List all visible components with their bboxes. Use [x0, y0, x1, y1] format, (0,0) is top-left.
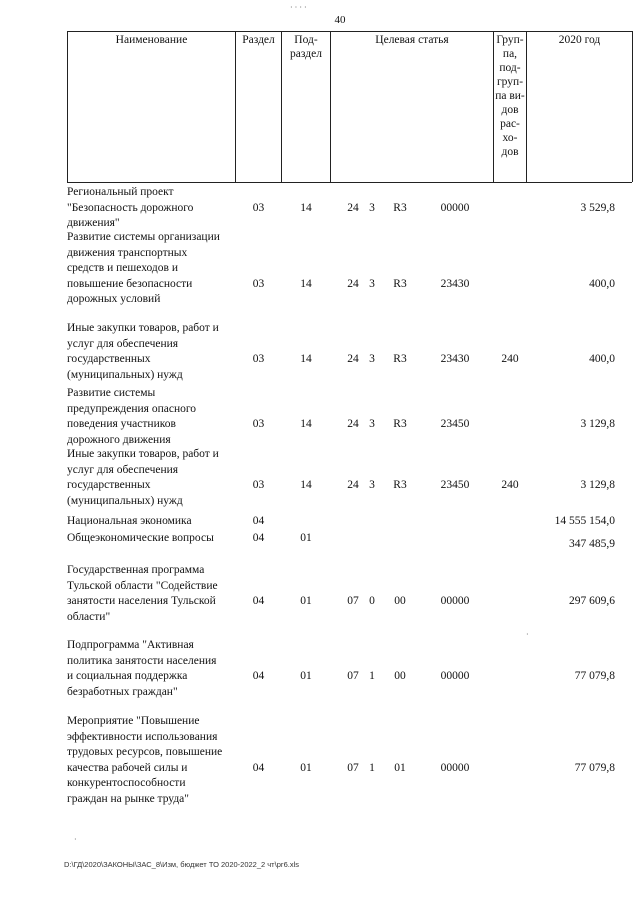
- row-name-line: Развитие системы: [67, 387, 156, 399]
- header-group-line: рас-: [500, 118, 520, 130]
- cell-cs3: R3: [393, 353, 407, 366]
- row-name: [67, 638, 235, 700]
- cell-amount: 3 129,8: [580, 479, 615, 492]
- header-group-line: дов: [501, 146, 519, 158]
- header-group-line: па ви-: [495, 90, 525, 102]
- header-podrazdel-line: Под-: [294, 34, 318, 46]
- cell-amount: 3 129,8: [580, 418, 615, 431]
- header-target-article: Целевая статья: [375, 34, 449, 46]
- cell-cs1: 24: [347, 201, 359, 214]
- cell-razdel: 03: [252, 277, 265, 290]
- row-name-line: услуг для обеспечения: [67, 463, 179, 476]
- cell-cs1: 24: [347, 353, 359, 366]
- header-group-line: Груп-: [496, 34, 524, 46]
- cell-podrazdel: 14: [300, 418, 312, 431]
- row-name-line: предупреждения опасного: [67, 402, 197, 415]
- cell-cs4: 00000: [440, 670, 470, 683]
- cell-cs3: R3: [393, 479, 407, 492]
- cell-amount: 14 555 154,0: [554, 515, 615, 527]
- header-group-line: хо-: [502, 132, 518, 144]
- scan-speck: ·: [526, 630, 529, 639]
- row-name: [67, 514, 235, 530]
- cell-razdel: 04: [252, 515, 265, 527]
- row-name-line: политика занятости населения: [67, 654, 217, 667]
- header-bottom-border: [67, 182, 632, 183]
- row-name-line: эффективности использования: [67, 730, 218, 743]
- row-name-line: Иные закупки товаров, работ и: [67, 448, 219, 460]
- header-podrazdel: [282, 33, 330, 61]
- row-name-line: качества рабочей силы и: [67, 761, 188, 774]
- row-name-line: дорожного движения: [67, 433, 171, 446]
- cell-podrazdel: 01: [300, 761, 312, 774]
- col-border: [235, 31, 236, 182]
- col-border: [526, 31, 527, 182]
- cell-cs3: R3: [393, 418, 407, 431]
- row-name: [67, 563, 235, 625]
- row-name-line: Государственная программа: [67, 564, 205, 576]
- row-name-line: трудовых ресурсов, повышение: [67, 746, 223, 759]
- row-name-line: и социальная поддержка: [67, 670, 188, 683]
- cell-cs3: 01: [394, 761, 406, 774]
- cell-group: 240: [501, 353, 519, 366]
- row-name-line: поведения участников: [67, 418, 176, 431]
- cell-cs4: 23450: [440, 479, 470, 492]
- row-name: [67, 531, 235, 547]
- row-name-line: (муниципальных) нужд: [67, 368, 183, 381]
- row-name-line: движения транспортных: [67, 246, 188, 259]
- cell-cs3: 00: [394, 595, 406, 608]
- cell-podrazdel: 01: [300, 670, 312, 683]
- header-group-line: под-: [499, 62, 521, 74]
- header-name: Наименование: [115, 34, 188, 46]
- row-name: [67, 230, 235, 308]
- cell-cs2: 3: [369, 479, 375, 492]
- cell-razdel: 04: [252, 595, 265, 608]
- cell-podrazdel: 14: [300, 479, 312, 492]
- table-top-border: [67, 31, 632, 32]
- cell-cs4: 23430: [440, 353, 470, 366]
- header-group-line: дов: [501, 104, 519, 116]
- cell-razdel: 03: [252, 201, 265, 214]
- cell-cs4: 23450: [440, 418, 470, 431]
- cell-cs4: 00000: [440, 761, 470, 774]
- cell-amount: 297 609,6: [569, 595, 615, 608]
- row-name: [67, 714, 235, 808]
- cell-cs2: 3: [369, 201, 375, 214]
- row-name-line: государственных: [67, 353, 151, 366]
- scan-speck: ·: [74, 835, 77, 844]
- col-border: [330, 31, 331, 182]
- header-group-line: па,: [502, 48, 518, 60]
- cell-cs1: 24: [347, 277, 359, 290]
- row-name: [67, 321, 235, 383]
- cell-cs4: 00000: [440, 201, 470, 214]
- header-year: 2020 год: [558, 34, 601, 46]
- row-name-line: "Безопасность дорожного: [67, 201, 194, 214]
- cell-razdel: 04: [252, 670, 265, 683]
- cell-cs3: R3: [393, 277, 407, 290]
- file-path-footer: D:\ГД\2020\ЗАКОНЫ\ЗАС_8\Изм, бюджет ТО 2020-2022_2 чт\рг6.xls: [64, 860, 300, 869]
- cell-podrazdel: 01: [300, 595, 312, 608]
- cell-razdel: 04: [252, 761, 265, 774]
- row-name-line: услуг для обеспечения: [67, 337, 179, 350]
- cell-cs2: 1: [369, 670, 375, 683]
- header-expense-group: [494, 33, 526, 159]
- row-name-line: Подпрограмма "Активная: [67, 639, 194, 651]
- cell-podrazdel: 14: [300, 277, 312, 290]
- cell-cs4: 23430: [440, 277, 470, 290]
- row-name-line: движения": [67, 217, 120, 230]
- cell-amount: 400,0: [589, 277, 615, 290]
- page-number: 40: [334, 14, 346, 26]
- row-name-line: граждан на рынке труда": [67, 792, 189, 805]
- cell-amount: 400,0: [589, 353, 615, 366]
- row-name-line: Мероприятие "Повышение: [67, 715, 200, 727]
- cell-cs3: R3: [393, 201, 407, 214]
- cell-cs3: 00: [394, 670, 406, 683]
- cell-group: 240: [501, 479, 519, 492]
- row-name-line: Тульской области "Содействие: [67, 579, 218, 592]
- cell-cs2: 3: [369, 277, 375, 290]
- cell-podrazdel: 01: [300, 532, 312, 544]
- cell-razdel: 03: [252, 353, 265, 366]
- row-name-line: средств и пешеходов и: [67, 262, 178, 275]
- cell-razdel: 03: [252, 418, 265, 431]
- col-border: [632, 31, 633, 182]
- scan-speck: · · · ·: [290, 3, 307, 12]
- header-razdel: Раздел: [242, 34, 275, 46]
- row-name-line: безработных граждан": [67, 685, 178, 698]
- cell-razdel: 03: [252, 479, 265, 492]
- row-name-line: Иные закупки товаров, работ и: [67, 322, 219, 334]
- header-group-line: груп-: [496, 76, 524, 88]
- cell-podrazdel: 14: [300, 353, 312, 366]
- cell-cs2: 1: [369, 761, 375, 774]
- cell-razdel: 04: [252, 532, 265, 544]
- row-name: [67, 447, 235, 509]
- row-name-line: дорожных условий: [67, 293, 161, 306]
- row-name-line: Общеэкономические вопросы: [67, 532, 214, 544]
- cell-podrazdel: 14: [300, 201, 312, 214]
- row-name-line: государственных: [67, 479, 151, 492]
- cell-cs1: 07: [347, 761, 359, 774]
- cell-amount: 347 485,9: [569, 538, 615, 550]
- row-name-line: Развитие системы организации: [67, 231, 220, 243]
- cell-amount: 77 079,8: [574, 761, 615, 774]
- row-name-line: Региональный проект: [67, 186, 174, 198]
- header-podrazdel-line: раздел: [290, 48, 322, 60]
- row-name-line: (муниципальных) нужд: [67, 494, 183, 507]
- cell-cs2: 0: [369, 595, 375, 608]
- cell-cs1: 24: [347, 418, 359, 431]
- cell-cs2: 3: [369, 353, 375, 366]
- cell-cs2: 3: [369, 418, 375, 431]
- row-name: [67, 386, 235, 448]
- cell-amount: 3 529,8: [580, 201, 615, 214]
- cell-cs1: 07: [347, 595, 359, 608]
- row-name: [67, 185, 235, 232]
- cell-cs4: 00000: [440, 595, 470, 608]
- row-name-line: занятости населения Тульской: [67, 595, 216, 608]
- cell-amount: 77 079,8: [574, 670, 615, 683]
- row-name-line: конкурентоспособности: [67, 777, 186, 790]
- col-border: [67, 31, 68, 182]
- cell-cs1: 07: [347, 670, 359, 683]
- cell-cs1: 24: [347, 479, 359, 492]
- row-name-line: области": [67, 610, 111, 623]
- row-name-line: Национальная экономика: [67, 515, 192, 527]
- row-name-line: повышение безопасности: [67, 277, 193, 290]
